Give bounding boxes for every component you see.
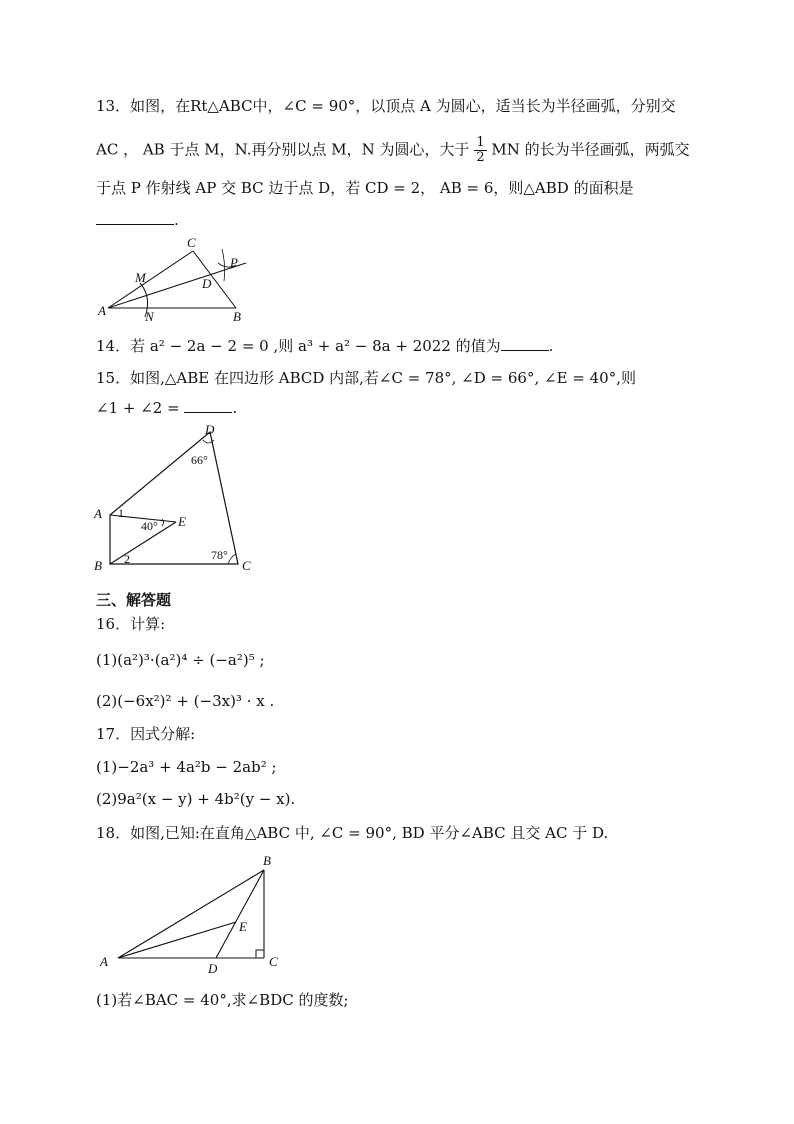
q17-title: 17．因式分解: [96, 725, 196, 743]
q15-angle-2: 2 [124, 552, 130, 566]
q15-label-d: D [205, 422, 215, 437]
q18-label-b: B [263, 853, 271, 868]
q15-angle-e: 40° [141, 519, 158, 533]
q18-right-angle-mark [256, 950, 264, 958]
q18-text: 18．如图,已知:在直角△ABC 中, ∠C = 90°, BD 平分∠ABC 且交 AC 于 D. [96, 824, 609, 842]
q13-label-c: C [187, 235, 196, 250]
q18-label-e: E [239, 919, 247, 934]
q13-side-ac [108, 251, 193, 308]
q13-label-p: P [230, 255, 238, 270]
q15-line2-text: ∠1 + ∠2 = [96, 399, 180, 417]
q13-figure [90, 235, 260, 325]
q16-part2: (2)(−6x²)² + (−3x)³ · x . [96, 692, 275, 710]
q18-figure [96, 850, 296, 980]
q13-line1: 13．如图，在Rt△ABC中，∠C = 90°，以顶点 A 为圆心，适当长为半径画弧，分别交 [96, 97, 676, 115]
q15-answer-blank[interactable] [184, 398, 232, 413]
q13-label-b: B [233, 309, 241, 324]
q18-label-d: D [208, 961, 218, 976]
q14-text: 14．若 a² − 2a − 2 = 0 ,则 a³ + a² − 8a + 2022 的值为 [96, 337, 501, 355]
q15-tail: . [232, 399, 238, 417]
q18-side-ab [118, 870, 264, 958]
q15-label-a: A [94, 506, 102, 521]
q15-arc-c [228, 554, 236, 564]
q13-line2-a: AC ， AB 于点 M，N.再分别以点 M，N 为圆心，大于 [96, 140, 470, 159]
q15-line2 [96, 398, 237, 418]
q13-label-d: D [202, 276, 212, 291]
q15-figure [90, 418, 265, 578]
q13-fraction [474, 136, 486, 165]
q13-line4-tail: . [174, 211, 179, 229]
q16-title: 16．计算: [96, 615, 166, 633]
q13-arc-p1 [222, 249, 225, 281]
q18-label-c: C [269, 954, 278, 969]
q15-line1: 15．如图,△ABE 在四边形 ABCD 内部,若∠C = 78°, ∠D = 66°, ∠E = 40°,则 [96, 369, 636, 387]
q18-label-a: A [100, 954, 108, 969]
q15-angle-c: 78° [211, 548, 228, 562]
q17-part1: (1)−2a³ + 4a²b − 2ab² ; [96, 758, 277, 776]
q13-frac-num: 1 [476, 135, 485, 150]
section-title: 三、解答题 [96, 591, 172, 609]
q15-angle-d: 66° [191, 453, 208, 467]
q13-ray-ap [108, 263, 246, 308]
q18-segment-bd [216, 870, 264, 958]
q18-part1: (1)若∠BAC = 40°,求∠BDC 的度数; [96, 991, 349, 1009]
q15-angle-1: 1 [118, 506, 124, 520]
q13-label-n: N [145, 309, 154, 324]
q15-label-b: B [94, 558, 102, 573]
q15-label-c: C [242, 558, 251, 573]
q13-line4 [96, 210, 179, 230]
q13-line2-b: MN 的长为半径画弧，两弧交 [491, 140, 690, 159]
q15-quad-abcd [110, 432, 238, 564]
q18-segment-ae [118, 922, 236, 958]
q14-answer-blank[interactable] [501, 336, 549, 351]
q13-line3: 于点 P 作射线 AP 交 BC 边于点 D，若 CD = 2， AB = 6，则△ABD 的面积是 [96, 179, 634, 197]
q17-part2: (2)9a²(x − y) + 4b²(y − x). [96, 790, 296, 808]
q15-label-e: E [178, 514, 186, 529]
q13-label-m: M [135, 270, 146, 285]
q14-line [96, 336, 553, 356]
q16-part1: (1)(a²)³·(a²)⁴ ÷ (−a²)⁵ ; [96, 651, 265, 669]
q14-tail: . [548, 337, 554, 355]
q13-line2 [96, 136, 690, 165]
q13-answer-blank[interactable] [96, 210, 174, 225]
q13-frac-den: 2 [476, 150, 485, 165]
q13-label-a: A [98, 303, 106, 318]
